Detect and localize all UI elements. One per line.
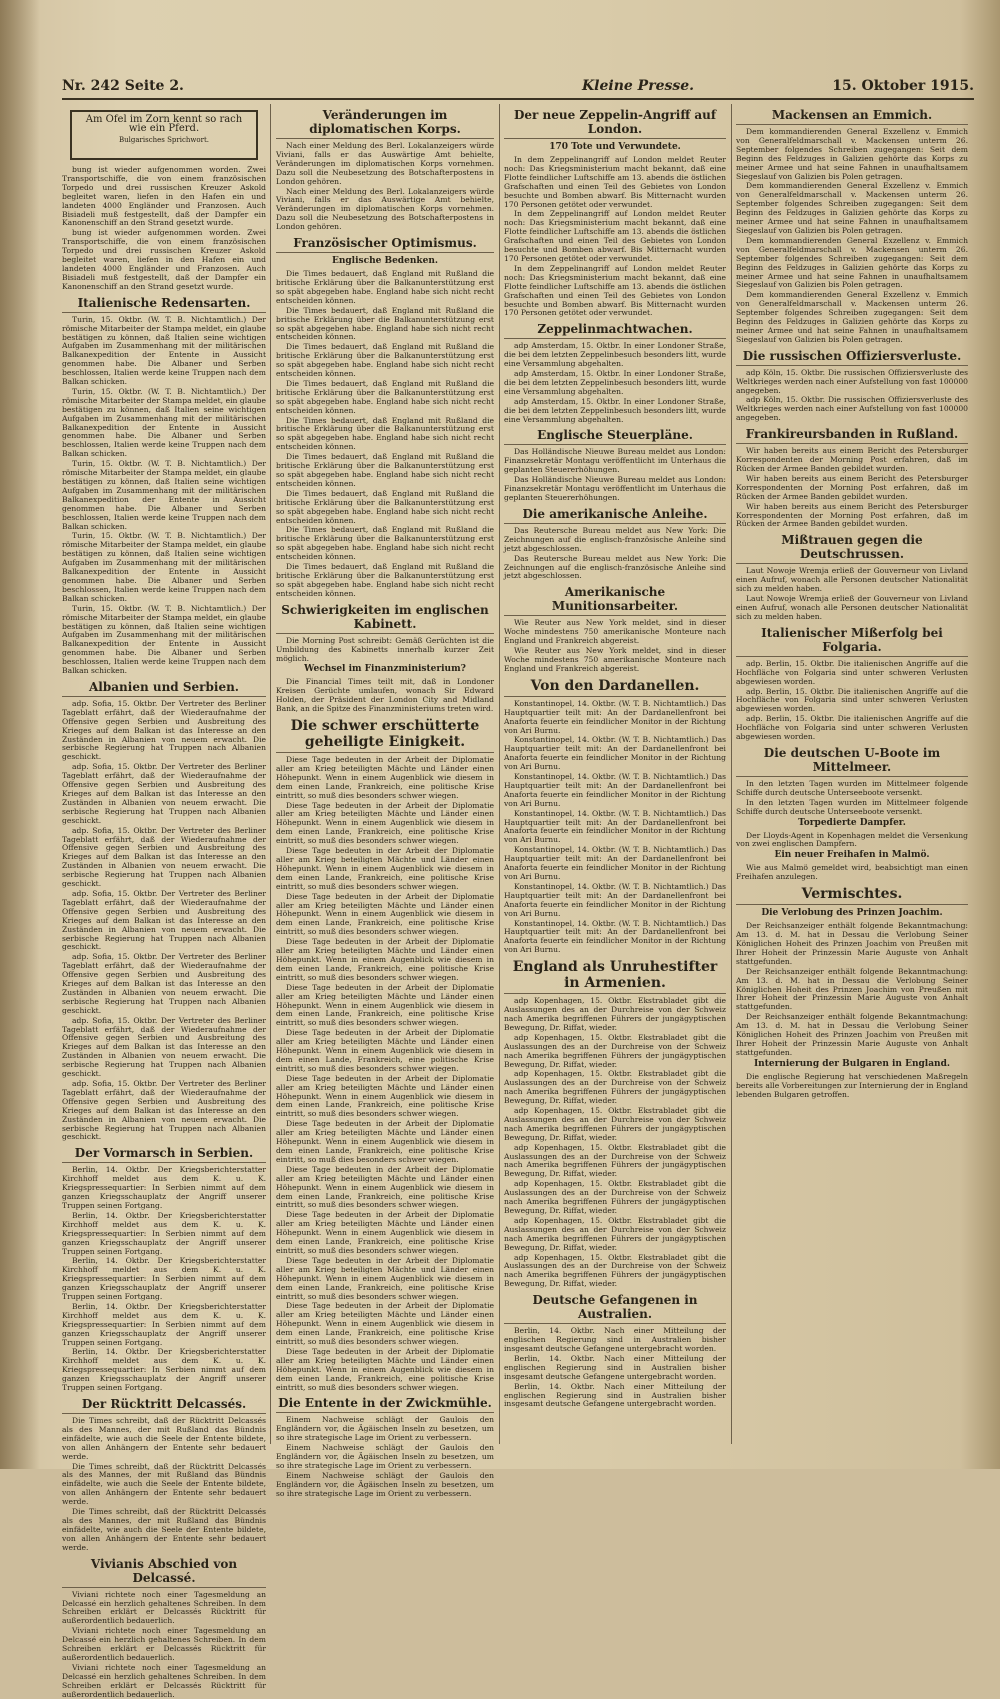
article-text: adp Kopenhagen, 15. Oktbr. Ekstrabladet gibt die Auslassungen des an der Durchreise von der Schweiz nach Amerika begriffenen Führers der jungägyptischen Bewegung, Dr. Riffat, wieder.	[504, 1069, 726, 1106]
article-text: Wie Reuter aus New York meldet, sind in dieser Woche mindestens 750 amerikanische Monteure nach England und Frankreich abgereist.	[504, 646, 726, 673]
column-rule	[731, 104, 732, 1444]
article-text: Diese Tage bedeuten in der Arbeit der Diplomatie aller am Krieg beteiligten Mächte und Länder einen Höhepunkt. Wenn in einem Augenblick wie diesem in dem einen Lande, Frankreich, eine politische Krise eintritt, so muß dies besonders schwer wiegen.	[276, 1028, 494, 1073]
column-rule	[499, 104, 500, 1444]
article-text: Der Reichsanzeiger enthält folgende Bekanntmachung: Am 13. d. M. hat in Dessau die Verlobung Seiner Königlichen Hoheit des Prinzen Joachim von Preußen mit Ihrer Hoheit der Prinzessin Marie Auguste von Anhalt stattgefunden.	[736, 921, 968, 966]
article-text: In dem Zeppelinangriff auf London meldet Reuter noch: Das Kriegsministerium macht bekannt, daß eine Flotte feindlicher Luftschiffe am 13. abends die östlichen Grafschaften und einen Teil des Gebietes von London besuchte und Bomben abwarf. Bis Mitternacht wurden 170 Personen getötet oder verwundet.	[504, 263, 726, 318]
article-text: Die Times bedauert, daß England mit Rußland die britische Erklärung über die Balkanunterstützung erst so spät abgegeben habe. England habe sich nicht recht entscheiden können.	[276, 415, 494, 452]
article-subtitle: Englische Bedenken.	[331, 256, 439, 267]
article	[62, 1417, 266, 1553]
article-text: Diese Tage bedeuten in der Arbeit der Diplomatie aller am Krieg beteiligten Mächte und Länder einen Höhepunkt. Wenn in einem Augenblick wie diesem in dem einen Lande, Frankreich, eine politische Krise eintritt, so muß dies besonders schwer wiegen.	[276, 755, 494, 800]
article-text: Der Lloyds-Agent in Kopenhagen meldet die Versenkung von zwei englischen Dampfern.	[736, 830, 968, 849]
article-text: adp Kopenhagen, 15. Oktbr. Ekstrabladet gibt die Auslassungen des an der Durchreise von der Schweiz nach Amerika begriffenen Führers der jungägyptischen Bewegung, Dr. Riffat, wieder.	[504, 1032, 726, 1069]
article-text: Turin, 15. Oktbr. (W. T. B. Nichtamtlich.) Der römische Mitarbeiter der Stampa meldet, ein glaube bestätigen zu können, daß Italien seine wichtigen Aufgaben im Zusammenhang mit der militärischen Balkanexpedition der Entente in Aussicht genommen habe. Die Albaner und Serben beschlossen, Italien werde keine Truppen nach dem Balkan schicken.	[62, 314, 266, 387]
article-text: adp Kopenhagen, 15. Oktbr. Ekstrabladet gibt die Auslassungen des an der Durchreise von der Schweiz nach Amerika begriffenen Führers der jungägyptischen Bewegung, Dr. Riffat, wieder.	[504, 1179, 726, 1215]
article-title: Die deutschen U-Boote im Mittelmeer.	[736, 746, 968, 777]
article-text: Konstantinopel, 14. Oktbr. (W. T. B. Nichtamtlich.) Das Hauptquartier teilt mit: An der Dardanellenfront bei Anaforta feuerte ein feindlicher Monitor in der Richtung von Ari Burnu.	[504, 845, 726, 881]
article-subtitle: Torpedierte Dampfer.	[798, 817, 906, 828]
article-text: adp. Sofia, 15. Oktbr. Der Vertreter des Berliner Tageblatt erfährt, daß der Wiederaufnahme der Offensive gegen Serbien und Ausbreitung des Krieges auf dem Balkan ist das Interesse an den Zuständen in Albanien von neuem erwacht. Die serbische Regierung hat Truppen nach Albanien geschickt.	[62, 1079, 266, 1142]
article-text: Turin, 15. Oktbr. (W. T. B. Nichtamtlich.) Der römische Mitarbeiter der Stampa meldet, ein glaube bestätigen zu können, daß Italien seine wichtigen Aufgaben im Zusammenhang mit der militärischen Balkanexpedition der Entente in Aussicht genommen habe. Die Albaner und Serben beschlossen, Italien werde keine Truppen nach dem Balkan schicken.	[62, 459, 266, 531]
article-text: adp. Berlin, 15. Oktbr. Die italienischen Angriffe auf die Hochfläche von Folgaria sind unter schweren Verlusten abgewiesen worden.	[736, 714, 968, 742]
article-text: Das Holländische Nieuwe Bureau meldet aus London: Finanzsekretär Montagu veröffentlicht im Unterhaus die geplanten Steuererhöhungen.	[504, 475, 726, 502]
article-title: Amerikanische Munitionsarbeiter.	[504, 585, 726, 616]
article-text: Die Times bedauert, daß England mit Rußland die britische Erklärung über die Balkanunterstützung erst so spät abgegeben habe. England habe sich nicht recht entscheiden können.	[276, 269, 494, 305]
article-title: England als Unruhestifter in Armenien.	[504, 959, 726, 994]
article-text: Diese Tage bedeuten in der Arbeit der Diplomatie aller am Krieg beteiligten Mächte und Länder einen Höhepunkt. Wenn in einem Augenblick wie diesem in dem einen Lande, Frankreich, eine politische Krise eintritt, so muß dies besonders schwer wiegen.	[276, 937, 494, 982]
article-subtitle: Ein neuer Freihafen in Malmö.	[774, 850, 930, 861]
article-text: Konstantinopel, 14. Oktbr. (W. T. B. Nichtamtlich.) Das Hauptquartier teilt mit: An der Dardanellenfront bei Anaforta feuerte ein feindlicher Monitor in der Richtung von Ari Burnu.	[504, 808, 726, 845]
article-text: adp. Sofia, 15. Oktbr. Der Vertreter des Berliner Tageblatt erfährt, daß der Wiederaufnahme der Offensive gegen Serbien und Ausbreitung des Krieges auf dem Balkan ist das Interesse an den Zuständen in Albanien von neuem erwacht. Die serbische Regierung hat Truppen nach Albanien geschickt.	[62, 762, 266, 825]
article-title: Zeppelinmachtwachen.	[504, 322, 726, 339]
article-text: Laut Nowoje Wremja erließ der Gouverneur von Livland einen Aufruf, wonach alle Personen deutscher Nationalität sich zu melden haben.	[736, 566, 968, 594]
article-text: Konstantinopel, 14. Oktbr. (W. T. B. Nichtamtlich.) Das Hauptquartier teilt mit: An der Dardanellenfront bei Anaforta feuerte ein feindlicher Monitor in der Richtung von Ari Burnu.	[504, 881, 726, 918]
article-title: Vivianis Abschied von Delcassé.	[62, 1557, 266, 1588]
article-text: bung ist wieder aufgenommen worden. Zwei Transportschiffe, die von einem französischen Torpedo und drei russischen Kreuzer Askold begleitet waren, liefen in den Hafen ein und landeten 4000 Engländer und Franzosen. Auch Bisiadeli muß festgestellt, daß der Dampfer ein Kanonenschiff an den Strand gesetzt wurde.	[62, 228, 266, 291]
article-title: Von den Dardanellen.	[504, 678, 726, 697]
article-text: Laut Nowoje Wremja erließ der Gouverneur von Livland einen Aufruf, wonach alle Personen deutscher Nationalität sich zu melden haben.	[736, 594, 968, 621]
article-text: Dem kommandierenden General Exzellenz v. Emmich von Generalfeldmarschall v. Mackensen unterm 26. September folgendes Schreiben zugegangen: Seit dem Beginn des Feldzuges in Galizien gehörte das Korps zu meiner Armee und hat seine Fahnen in unaufhaltsamem Siegeslauf von Galizien bis Polen getragen.	[736, 181, 968, 235]
article-text: Berlin, 14. Oktbr. Nach einer Mitteilung der englischen Regierung sind in Australien bisher insgesamt deutsche Gefangene untergebracht worden.	[504, 1353, 726, 1381]
article-text: adp Kopenhagen, 15. Oktbr. Ekstrabladet gibt die Auslassungen des an der Durchreise von der Schweiz nach Amerika begriffenen Führers der jungägyptischen Bewegung, Dr. Riffat, wieder.	[504, 1106, 726, 1142]
article-text: adp Amsterdam, 15. Oktbr. In einer Londoner Straße, die bei dem letzten Zeppelinbesuch besonders litt, wurde eine Versammlung abgehalten.	[504, 341, 726, 369]
article	[504, 156, 726, 318]
column-rule	[270, 104, 271, 1444]
article-text: Die Times bedauert, daß England mit Rußland die britische Erklärung über die Balkanunterstützung erst so spät abgegeben habe. England habe sich nicht recht entscheiden können.	[276, 342, 494, 379]
article-title: Mißtrauen gegen die Deutschrussen.	[736, 533, 968, 564]
article-text: adp. Sofia, 15. Oktbr. Der Vertreter des Berliner Tageblatt erfährt, daß der Wiederaufnahme der Offensive gegen Serbien und Ausbreitung des Krieges auf dem Balkan ist das Interesse an den Zuständen in Albanien von neuem erwacht. Die serbische Regierung hat Truppen nach Albanien geschickt.	[62, 888, 266, 952]
article-text: Die Times bedauert, daß England mit Rußland die britische Erklärung über die Balkanunterstützung erst so spät abgegeben habe. England habe sich nicht recht entscheiden können.	[276, 305, 494, 342]
article-text: Die englische Regierung hat verschiedenen Maßregeln bereits alle Vorbereitungen zur Internierung der in England lebenden Bulgaren getroffen.	[736, 1071, 968, 1099]
article	[276, 678, 494, 714]
article-title: Die schwer erschütterte geheiligte Einigkeit.	[276, 718, 494, 753]
article	[736, 369, 968, 423]
article	[736, 832, 968, 850]
article-text: Die Times schreibt, daß der Rücktritt Delcassés als des Mannes, der mit Rußland das Bündnis einfädelte, wie auch die Seele der Entente bildete, von allen Anhängern der Entente sehr bedauert werde.	[62, 1461, 266, 1507]
article-text: Die Financial Times teilt mit, daß in Londoner Kreisen Gerüchte umlaufen, wonach Sir Edward Holden, der Präsident der London City and Midland Bank, an die Spitze des Finanzministeriums treten wird.	[276, 677, 494, 714]
article-text: Berlin, 14. Oktbr. Der Kriegsberichterstatter Kirchhoff meldet aus dem K. u. K. Kriegspressequartier: In Serbien nimmt auf dem ganzen Kriegsschauplatz der Angriff unserer Truppen seinen Fortgang.	[62, 1165, 266, 1210]
article-text: Diese Tage bedeuten in der Arbeit der Diplomatie aller am Krieg beteiligten Mächte und Länder einen Höhepunkt. Wenn in einem Augenblick wie diesem in dem einen Lande, Frankreich, eine politische Krise eintritt, so muß dies besonders schwer wiegen.	[276, 1073, 494, 1119]
header-issue: Nr. 242 Seite 2.	[62, 78, 184, 94]
article-text: adp Kopenhagen, 15. Oktbr. Ekstrabladet gibt die Auslassungen des an der Durchreise von der Schweiz nach Amerika begriffenen Führers der jungägyptischen Bewegung, Dr. Riffat, wieder.	[504, 1142, 726, 1179]
article-text: Berlin, 14. Oktbr. Der Kriegsberichterstatter Kirchhoff meldet aus dem K. u. K. Kriegspressequartier: In Serbien nimmt auf dem ganzen Kriegsschauplatz der Angriff unserer Truppen seinen Fortgang.	[62, 1210, 266, 1256]
article-text: Diese Tage bedeuten in der Arbeit der Diplomatie aller am Krieg beteiligten Mächte und Länder einen Höhepunkt. Wenn in einem Augenblick wie diesem in dem einen Lande, Frankreich, eine politische Krise eintritt, so muß dies besonders schwer wiegen.	[276, 1301, 494, 1347]
article-title: Französischer Optimismus.	[276, 236, 494, 253]
article-text: Diese Tage bedeuten in der Arbeit der Diplomatie aller am Krieg beteiligten Mächte und Länder einen Höhepunkt. Wenn in einem Augenblick wie diesem in dem einen Lande, Frankreich, eine politische Krise eintritt, so muß dies besonders schwer wiegen.	[276, 891, 494, 937]
column-2	[276, 104, 494, 1498]
article	[276, 142, 494, 232]
article	[62, 316, 266, 676]
article-text: adp Amsterdam, 15. Oktbr. In einer Londoner Straße, die bei dem letzten Zeppelinbesuch besonders litt, wurde eine Versammlung abgehalten.	[504, 369, 726, 396]
article-text: Turin, 15. Oktbr. (W. T. B. Nichtamtlich.) Der römische Mitarbeiter der Stampa meldet, ein glaube bestätigen zu können, daß Italien seine wichtigen Aufgaben im Zusammenhang mit der militärischen Balkanexpedition der Entente in Aussicht genommen habe. Die Albaner und Serben beschlossen, Italien werde keine Truppen nach dem Balkan schicken.	[62, 531, 266, 603]
article-subtitle: Die Verlobung des Prinzen Joachim.	[761, 908, 943, 919]
article-text: Wie Reuter aus New York meldet, sind in dieser Woche mindestens 750 amerikanische Monteure nach England und Frankreich abgereist.	[504, 618, 726, 646]
article-text: adp. Sofia, 15. Oktbr. Der Vertreter des Berliner Tageblatt erfährt, daß der Wiederaufnahme der Offensive gegen Serbien und Ausbreitung des Krieges auf dem Balkan ist das Interesse an den Zuständen in Albanien von neuem erwacht. Die serbische Regierung hat Truppen nach Albanien geschickt.	[62, 825, 266, 889]
article-text: Einem Nachweise schlägt der Gaulois den Engländern vor, die Ägäischen Inseln zu besetzen, um so ihre strategische Lage im Orient zu verbessern.	[276, 1443, 494, 1470]
article-text: Konstantinopel, 14. Oktbr. (W. T. B. Nichtamtlich.) Das Hauptquartier teilt mit: An der Dardanellenfront bei Anaforta feuerte ein feindlicher Monitor in der Richtung von Ari Burnu.	[504, 918, 726, 955]
article-text: Konstantinopel, 14. Oktbr. (W. T. B. Nichtamtlich.) Das Hauptquartier teilt mit: An der Dardanellenfront bei Anaforta feuerte ein feindlicher Monitor in der Richtung von Ari Burnu.	[504, 772, 726, 808]
article-title: Die Entente in der Zwickmühle.	[276, 1396, 494, 1413]
article-title: Schwierigkeiten im englischen Kabinett.	[276, 603, 494, 634]
article-text: Einem Nachweise schlägt der Gaulois den Engländern vor, die Ägäischen Inseln zu besetzen, um so ihre strategische Lage im Orient zu verbessern.	[276, 1470, 494, 1498]
article-text: Nach einer Meldung des Berl. Lokalanzeigers würde Viviani, falls er das Auswärtige Amt behielte, Veränderungen im diplomatischen Korps vornehmen. Dazu soll die Neubesetzung des Botschafterpostens in London gehören.	[276, 186, 494, 232]
article-text: Diese Tage bedeuten in der Arbeit der Diplomatie aller am Krieg beteiligten Mächte und Länder einen Höhepunkt. Wenn in einem Augenblick wie diesem in dem einen Lande, Frankreich, eine politische Krise eintritt, so muß dies besonders schwer wiegen.	[276, 1164, 494, 1210]
article-text: adp Kopenhagen, 15. Oktbr. Ekstrabladet gibt die Auslassungen des an der Durchreise von der Schweiz nach Amerika begriffenen Führers der jungägyptischen Bewegung, Dr. Riffat, wieder.	[504, 1252, 726, 1289]
article-text: Der Reichsanzeiger enthält folgende Bekanntmachung: Am 13. d. M. hat in Dessau die Verlobung Seiner Königlichen Hoheit des Prinzen Joachim von Preußen mit Ihrer Hoheit der Prinzessin Marie Auguste von Anhalt stattgefunden.	[736, 1012, 968, 1057]
article-text: adp Köln, 15. Oktbr. Die russischen Offiziersverluste des Weltkrieges werden nach einer Aufstellung von fast 100000 angegeben.	[736, 395, 968, 423]
section-title: Vermischtes.	[736, 886, 968, 905]
column-4	[736, 104, 968, 1444]
article-text: Nach einer Meldung des Berl. Lokalanzeigers würde Viviani, falls er das Auswärtige Amt behielte, Veränderungen im diplomatischen Korps vornehmen. Dazu soll die Neubesetzung des Botschafterpostens in London gehören.	[276, 141, 494, 186]
article-title: Italienische Redensarten.	[62, 296, 266, 313]
article	[276, 637, 494, 664]
article	[62, 700, 266, 1142]
article-text: Die Times schreibt, daß der Rücktritt Delcassés als des Mannes, der mit Rußland das Bündnis einfädelte, wie auch die Seele der Entente bildete, von allen Anhängern der Entente sehr bedauert werde.	[62, 1416, 266, 1461]
article-text: Viviani richtete noch einer Tagesmeldung an Delcassé ein herzlich gehaltenes Schreiben. In dem Schreiben erklärt er Delcassés Rücktritt für außerordentlich bedauerlich.	[62, 1662, 266, 1699]
article-text: Diese Tage bedeuten in der Arbeit der Diplomatie aller am Krieg beteiligten Mächte und Länder einen Höhepunkt. Wenn in einem Augenblick wie diesem in dem einen Lande, Frankreich, eine politische Krise eintritt, so muß dies besonders schwer wiegen.	[276, 982, 494, 1028]
article-text: adp. Sofia, 15. Oktbr. Der Vertreter des Berliner Tageblatt erfährt, daß der Wiederaufnahme der Offensive gegen Serbien und Ausbreitung des Krieges auf dem Balkan ist das Interesse an den Zuständen in Albanien von neuem erwacht. Die serbische Regierung hat Truppen nach Albanien geschickt.	[62, 952, 266, 1015]
article-text: In den letzten Tagen wurden im Mittelmeer folgende Schiffe durch deutsche Unterseeboote versenkt.	[736, 778, 968, 797]
article-text: Viviani richtete noch einer Tagesmeldung an Delcassé ein herzlich gehaltenes Schreiben. In dem Schreiben erklärt er Delcassés Rücktritt für außerordentlich bedauerlich.	[62, 1626, 266, 1662]
article	[276, 756, 494, 1392]
article-text: Die Times bedauert, daß England mit Rußland die britische Erklärung über die Balkanunterstützung erst so spät abgegeben habe. England habe sich nicht recht entscheiden können.	[276, 378, 494, 415]
article	[736, 780, 968, 817]
article	[736, 1073, 968, 1100]
article-text: Berlin, 14. Oktbr. Der Kriegsberichterstatter Kirchhoff meldet aus dem K. u. K. Kriegspressequartier: In Serbien nimmt auf dem ganzen Kriegsschauplatz der Angriff unserer Truppen seinen Fortgang.	[62, 1256, 266, 1302]
article-title: Die amerikanische Anleihe.	[504, 507, 726, 524]
article-text: Berlin, 14. Oktbr. Nach einer Mitteilung der englischen Regierung sind in Australien bisher insgesamt deutsche Gefangene untergebracht worden.	[504, 1381, 726, 1409]
article	[504, 619, 726, 673]
article-title: Frankireursbanden in Rußland.	[736, 427, 968, 444]
header-date: 15. Oktober 1915.	[832, 78, 974, 94]
article-text: Wir haben bereits aus einem Bericht des Petersburger Korrespondenten der Morning Post erfahren, daß im Rücken der Armee Banden gebildet wurden.	[736, 501, 968, 529]
article-text: adp Kopenhagen, 15. Oktbr. Ekstrabladet gibt die Auslassungen des an der Durchreise von der Schweiz nach Amerika begriffenen Führers der jungägyptischen Bewegung, Dr. Riffat, wieder.	[504, 1215, 726, 1252]
article-text: In den letzten Tagen wurden im Mittelmeer folgende Schiffe durch deutsche Unterseeboote versenkt.	[736, 797, 968, 816]
article-text: Diese Tage bedeuten in der Arbeit der Diplomatie aller am Krieg beteiligten Mächte und Länder einen Höhepunkt. Wenn in einem Augenblick wie diesem in dem einen Lande, Frankreich, eine politische Krise eintritt, so muß dies besonders schwer wiegen.	[276, 800, 494, 846]
article-text: bung ist wieder aufgenommen worden. Zwei Transportschiffe, die von einem französischen Torpedo und drei russischen Kreuzer Askold begleitet waren, liefen in den Hafen ein und landeten 4000 Engländer und Franzosen. Auch Bisiadeli muß festgestellt, daß der Dampfer ein Kanonenschiff an den Strand gesetzt wurde.	[62, 165, 266, 228]
article-title: Albanien und Serbien.	[62, 680, 266, 697]
article-text: Dem kommandierenden General Exzellenz v. Emmich von Generalfeldmarschall v. Mackensen unterm 26. September folgendes Schreiben zugegangen: Seit dem Beginn des Feldzuges in Galizien gehörte das Korps zu meiner Armee und hat seine Fahnen in unaufhaltsamem Siegeslauf von Galizien bis Polen getragen.	[736, 290, 968, 344]
article	[736, 922, 968, 1058]
header-masthead: Kleine Presse.	[582, 78, 695, 94]
article-text: Wir haben bereits aus einem Bericht des Petersburger Korrespondenten der Morning Post erfahren, daß im Rücken der Armee Banden gebildet wurden.	[736, 473, 968, 501]
article-text: Das Reutersche Bureau meldet aus New York: Die Zeichnungen auf die englisch-französische Anleihe sind jetzt abgeschlossen.	[504, 525, 726, 553]
article-text: Wie aus Malmö gemeldet wird, beabsichtigt man einen Freihafen anzulegen.	[736, 863, 968, 882]
article-title: Veränderungen im diplomatischen Korps.	[276, 108, 494, 139]
article-text: adp. Berlin, 15. Oktbr. Die italienischen Angriffe auf die Hochfläche von Folgaria sind unter schweren Verlusten abgewiesen worden.	[736, 658, 968, 686]
article	[276, 270, 494, 599]
article-title: Der neue Zeppelin-Angriff auf London.	[504, 108, 726, 139]
article	[276, 1416, 494, 1498]
article	[504, 527, 726, 581]
article	[504, 700, 726, 955]
article-subtitle: Internierung der Bulgaren in England.	[753, 1058, 951, 1069]
article-text: Diese Tage bedeuten in der Arbeit der Diplomatie aller am Krieg beteiligten Mächte und Länder einen Höhepunkt. Wenn in einem Augenblick wie diesem in dem einen Lande, Frankreich, eine politische Krise eintritt, so muß dies besonders schwer wiegen.	[276, 846, 494, 891]
article-title: Italienischer Mißerfolg bei Folgaria.	[736, 626, 968, 657]
article-title: Die russischen Offiziersverluste.	[736, 349, 968, 366]
article-text: Berlin, 14. Oktbr. Der Kriegsberichterstatter Kirchhoff meldet aus dem K. u. K. Kriegspressequartier: In Serbien nimmt auf dem ganzen Kriegsschauplatz der Angriff unserer Truppen seinen Fortgang.	[62, 1347, 266, 1393]
article-text: Diese Tage bedeuten in der Arbeit der Diplomatie aller am Krieg beteiligten Mächte und Länder einen Höhepunkt. Wenn in einem Augenblick wie diesem in dem einen Lande, Frankreich, eine politische Krise eintritt, so muß dies besonders schwer wiegen.	[276, 1210, 494, 1255]
article-text: Turin, 15. Oktbr. (W. T. B. Nichtamtlich.) Der römische Mitarbeiter der Stampa meldet, ein glaube bestätigen zu können, daß Italien seine wichtigen Aufgaben im Zusammenhang mit der militärischen Balkanexpedition der Entente in Aussicht genommen habe. Die Albaner und Serben beschlossen, Italien werde keine Truppen nach dem Balkan schicken.	[62, 386, 266, 459]
article-text: Das Reutersche Bureau meldet aus New York: Die Zeichnungen auf die englisch-französische Anleihe sind jetzt abgeschlossen.	[504, 553, 726, 581]
article-subtitle: Wechsel im Finanzministerium?	[304, 664, 466, 675]
article-text: Konstantinopel, 14. Oktbr. (W. T. B. Nichtamtlich.) Das Hauptquartier teilt mit: An der Dardanellenfront bei Anaforta feuerte ein feindlicher Monitor in der Richtung von Ari Burnu.	[504, 698, 726, 735]
article-text: In dem Zeppelinangriff auf London meldet Reuter noch: Das Kriegsministerium macht bekannt, daß eine Flotte feindlicher Luftschiffe am 13. abends die östlichen Grafschaften und einen Teil des Gebietes von London besuchte und Bomben abwarf. Bis Mitternacht wurden 170 Personen getötet oder verwundet.	[504, 209, 726, 263]
article-title: Englische Steuerpläne.	[504, 428, 726, 445]
article	[736, 567, 968, 621]
article	[736, 447, 968, 529]
article-text: Berlin, 14. Oktbr. Nach einer Mitteilung der englischen Regierung sind in Australien bisher insgesamt deutsche Gefangene untergebracht worden.	[504, 1326, 726, 1353]
motto-source: Bulgarisches Sprichwort.	[119, 135, 209, 144]
article-text: Der Reichsanzeiger enthält folgende Bekanntmachung: Am 13. d. M. hat in Dessau die Verlobung Seiner Königlichen Hoheit des Prinzen Joachim von Preußen mit Ihrer Hoheit der Prinzessin Marie Auguste von Anhalt stattgefunden.	[736, 966, 968, 1012]
article	[504, 448, 726, 502]
article-title: Der Rücktritt Delcassés.	[62, 1397, 266, 1414]
article-text: Die Times bedauert, daß England mit Rußland die britische Erklärung über die Balkanunterstützung erst so spät abgegeben habe. England habe sich nicht recht entscheiden können.	[276, 525, 494, 562]
article-title: Deutsche Gefangenen in Australien.	[504, 1293, 726, 1324]
motto-box	[70, 110, 258, 160]
article	[504, 997, 726, 1289]
article-text: Konstantinopel, 14. Oktbr. (W. T. B. Nichtamtlich.) Das Hauptquartier teilt mit: An der Dardanellenfront bei Anaforta feuerte ein feindlicher Monitor in der Richtung von Ari Burnu.	[504, 735, 726, 772]
column-3	[504, 104, 726, 1444]
article-text: adp Amsterdam, 15. Oktbr. In einer Londoner Straße, die bei dem letzten Zeppelinbesuch besonders litt, wurde eine Versammlung abgehalten.	[504, 396, 726, 424]
article-subtitle: 170 Tote und Verwundete.	[549, 142, 681, 152]
column-1	[62, 104, 266, 1699]
article-text: Turin, 15. Oktbr. (W. T. B. Nichtamtlich.) Der römische Mitarbeiter der Stampa meldet, ein glaube bestätigen zu können, daß Italien seine wichtigen Aufgaben im Zusammenhang mit der militärischen Balkanexpedition der Entente in Aussicht genommen habe. Die Albaner und Serben beschlossen, Italien werde keine Truppen nach dem Balkan schicken.	[62, 603, 266, 676]
article	[504, 1327, 726, 1409]
article-text: adp. Sofia, 15. Oktbr. Der Vertreter des Berliner Tageblatt erfährt, daß der Wiederaufnahme der Offensive gegen Serbien und Ausbreitung des Krieges auf dem Balkan ist das Interesse an den Zuständen in Albanien von neuem erwacht. Die serbische Regierung hat Truppen nach Albanien geschickt.	[62, 698, 266, 762]
article-text: adp Kopenhagen, 15. Oktbr. Ekstrabladet gibt die Auslassungen des an der Durchreise von der Schweiz nach Amerika begriffenen Führers der jungägyptischen Bewegung, Dr. Riffat, wieder.	[504, 996, 726, 1032]
article-text: Die Times bedauert, daß England mit Rußland die britische Erklärung über die Balkanunterstützung erst so spät abgegeben habe. England habe sich nicht recht entscheiden können.	[276, 488, 494, 525]
article-text: Die Times bedauert, daß England mit Rußland die britische Erklärung über die Balkanunterstützung erst so spät abgegeben habe. England habe sich nicht recht entscheiden können.	[276, 452, 494, 488]
article-text: Die Times bedauert, daß England mit Rußland die britische Erklärung über die Balkanunterstützung erst so spät abgegeben habe. England habe sich nicht recht entscheiden können.	[276, 562, 494, 598]
article-text: Wir haben bereits aus einem Bericht des Petersburger Korrespondenten der Morning Post erfahren, daß im Rücken der Armee Banden gebildet wurden.	[736, 446, 968, 473]
article	[62, 1166, 266, 1393]
article-text: In dem Zeppelinangriff auf London meldet Reuter noch: Das Kriegsministerium macht bekannt, daß eine Flotte feindlicher Luftschiffe am 13. abends die östlichen Grafschaften und einen Teil des Gebietes von London besuchte und Bomben abwarf. Bis Mitternacht wurden 170 Personen getötet oder verwundet.	[504, 155, 726, 209]
article	[504, 342, 726, 424]
article-text: Diese Tage bedeuten in der Arbeit der Diplomatie aller am Krieg beteiligten Mächte und Länder einen Höhepunkt. Wenn in einem Augenblick wie diesem in dem einen Lande, Frankreich, eine politische Krise eintritt, so muß dies besonders schwer wiegen.	[276, 1346, 494, 1392]
article-text: adp. Sofia, 15. Oktbr. Der Vertreter des Berliner Tageblatt erfährt, daß der Wiederaufnahme der Offensive gegen Serbien und Ausbreitung des Krieges auf dem Balkan ist das Interesse an den Zuständen in Albanien von neuem erwacht. Die serbische Regierung hat Truppen nach Albanien geschickt.	[62, 1015, 266, 1079]
article	[736, 864, 968, 882]
article-text: Dem kommandierenden General Exzellenz v. Emmich von Generalfeldmarschall v. Mackensen unterm 26. September folgendes Schreiben zugegangen: Seit dem Beginn des Feldzuges in Galizien gehörte das Korps zu meiner Armee und hat seine Fahnen in unaufhaltsamem Siegeslauf von Galizien bis Polen getragen.	[736, 235, 968, 290]
page-fold-shadow	[0, 0, 40, 1469]
article	[736, 660, 968, 742]
article	[736, 128, 968, 345]
article-text: Dem kommandierenden General Exzellenz v. Emmich von Generalfeldmarschall v. Mackensen unterm 26. September folgendes Schreiben zugegangen: Seit dem Beginn des Feldzuges in Galizien gehörte das Korps zu meiner Armee und hat seine Fahnen in unaufhaltsamem Siegeslauf von Galizien bis Polen getragen.	[736, 127, 968, 181]
page-header	[62, 78, 974, 100]
article-text: Die Morning Post schreibt: Gemäß Gerüchten ist die Umbildung des Kabinetts innerhalb kurzer Zeit möglich.	[276, 635, 494, 663]
article-text: adp Köln, 15. Oktbr. Die russischen Offiziersverluste des Weltkrieges werden nach einer Aufstellung von fast 100000 angegeben.	[736, 367, 968, 395]
article-text: Diese Tage bedeuten in der Arbeit der Diplomatie aller am Krieg beteiligten Mächte und Länder einen Höhepunkt. Wenn in einem Augenblick wie diesem in dem einen Lande, Frankreich, eine politische Krise eintritt, so muß dies besonders schwer wiegen.	[276, 1255, 494, 1301]
article	[62, 166, 266, 292]
article-text: Viviani richtete noch einer Tagesmeldung an Delcassé ein herzlich gehaltenes Schreiben. In dem Schreiben erklärt er Delcassés Rücktritt für außerordentlich bedauerlich.	[62, 1589, 266, 1626]
article-text: Das Holländische Nieuwe Bureau meldet aus London: Finanzsekretär Montagu veröffentlicht im Unterhaus die geplanten Steuererhöhungen.	[504, 447, 726, 475]
article-text: Einem Nachweise schlägt der Gaulois den Engländern vor, die Ägäischen Inseln zu besetzen, um so ihre strategische Lage im Orient zu verbessern.	[276, 1415, 494, 1443]
article-text: Diese Tage bedeuten in der Arbeit der Diplomatie aller am Krieg beteiligten Mächte und Länder einen Höhepunkt. Wenn in einem Augenblick wie diesem in dem einen Lande, Frankreich, eine politische Krise eintritt, so muß dies besonders schwer wiegen.	[276, 1119, 494, 1164]
article-text: adp. Berlin, 15. Oktbr. Die italienischen Angriffe auf die Hochfläche von Folgaria sind unter schweren Verlusten abgewiesen worden.	[736, 686, 968, 714]
article	[62, 1591, 266, 1699]
article-text: Berlin, 14. Oktbr. Der Kriegsberichterstatter Kirchhoff meldet aus dem K. u. K. Kriegspressequartier: In Serbien nimmt auf dem ganzen Kriegsschauplatz der Angriff unserer Truppen seinen Fortgang.	[62, 1301, 266, 1347]
article-title: Der Vormarsch in Serbien.	[62, 1146, 266, 1163]
motto-text: Am Ofel im Zorn kennt so rach wie ein Pferd.	[85, 114, 243, 134]
article-text: Die Times schreibt, daß der Rücktritt Delcassés als des Mannes, der mit Rußland das Bündnis einfädelte, wie auch die Seele der Entente bildete, von allen Anhängern der Entente sehr bedauert werde.	[62, 1507, 266, 1552]
article-title: Mackensen an Emmich.	[736, 108, 968, 125]
